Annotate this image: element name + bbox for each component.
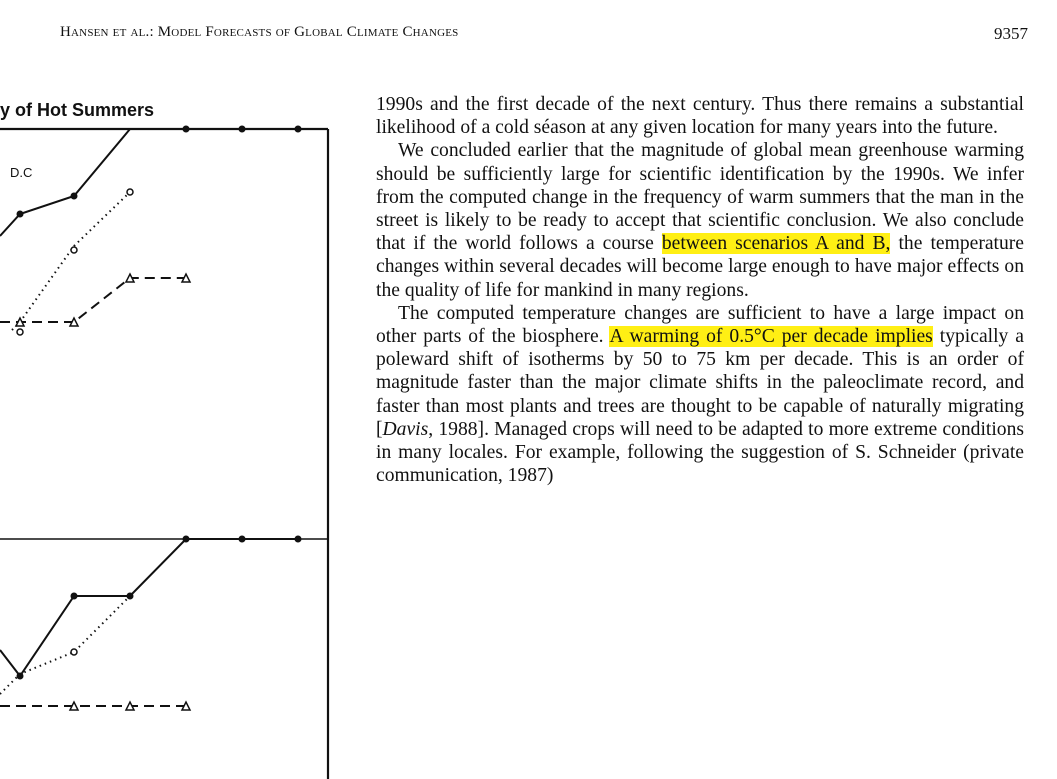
lower-dotted-point [71,649,77,655]
upper-solid-point [71,193,78,200]
upper-dotted-point [17,329,23,335]
upper-solid-point [239,126,246,133]
upper-dotted-series [12,192,130,330]
upper-dashed-point [70,318,78,326]
body-text [376,93,1024,487]
running-title: Hansen et al.: Model Forecasts of Global Climate Changes [60,24,459,40]
highlight-warming: A warming of 0.5°C per decade implies [609,326,933,348]
lower-solid-point [71,593,78,600]
highlight-scenarios: between scenarios A and B, [661,233,891,255]
paragraph-3-text-a: The computed temperature changes are sufficient to have a large impact on other parts of the biosphere. [376,302,1024,348]
lower-dashed-point [182,702,190,710]
upper-solid-point [183,126,190,133]
upper-dotted-point [71,247,77,253]
paragraph-1-text: 1990s and the first decade of the next century. Thus there remains a substantial likelihood of a cold séason at any given location for many years into the future. [376,94,1024,139]
upper-dashed-point [16,318,24,326]
lower-dashed-point [126,702,134,710]
lower-solid-point [295,536,302,543]
upper-dashed-point [126,274,134,282]
upper-solid-point [295,126,302,133]
page-number: 9357 [994,24,1028,43]
figure-panel-label: D.C [10,165,33,180]
paragraph-3-text-b: typically a poleward shift of isotherms by 50 to 75 km per decade. This is an order of magnitude faster than the major climate shifts in the paleoclimate record, and faster than most plants and trees are thought to be capable of naturally migrating [ [376,326,1024,440]
citation-author: Davis [382,418,429,440]
upper-dashed-point [182,274,190,282]
figure-title-fragment: y of Hot Summers [0,100,155,120]
upper-solid-point [17,211,24,218]
upper-dashed-series [0,278,186,322]
paragraph-1 [376,93,1024,139]
upper-dotted-point [127,189,133,195]
paragraph-2-text-b: the temperature changes within several decades will become large enough to have major effects on the quality of life for mankind in many regions. [376,233,1024,301]
upper-solid-series [0,129,298,236]
lower-solid-point [239,536,246,543]
lower-dashed-point [70,702,78,710]
lower-solid-point [183,536,190,543]
paragraph-2-text-a: We concluded earlier that the magnitude of global mean greenhouse warming should be sufficiently large for scientific identification by the 1990s. We infer from the computed change in the frequency of warm summers that the man in the street is likely to be ready to accept that scientific conclusion. We also conclude that if the world follows a course [376,140,1024,255]
figure-plot [0,96,340,779]
paragraph-3 [376,302,1024,488]
paragraph-3-text-c: , 1988]. Managed crops will need to be adapted to more extreme conditions in many locales. For example, following the suggestion of S. Schneider (private communication, 1987) [376,418,1024,487]
paragraph-2 [376,139,1024,301]
running-header [60,24,1028,50]
lower-solid-series [0,539,298,676]
